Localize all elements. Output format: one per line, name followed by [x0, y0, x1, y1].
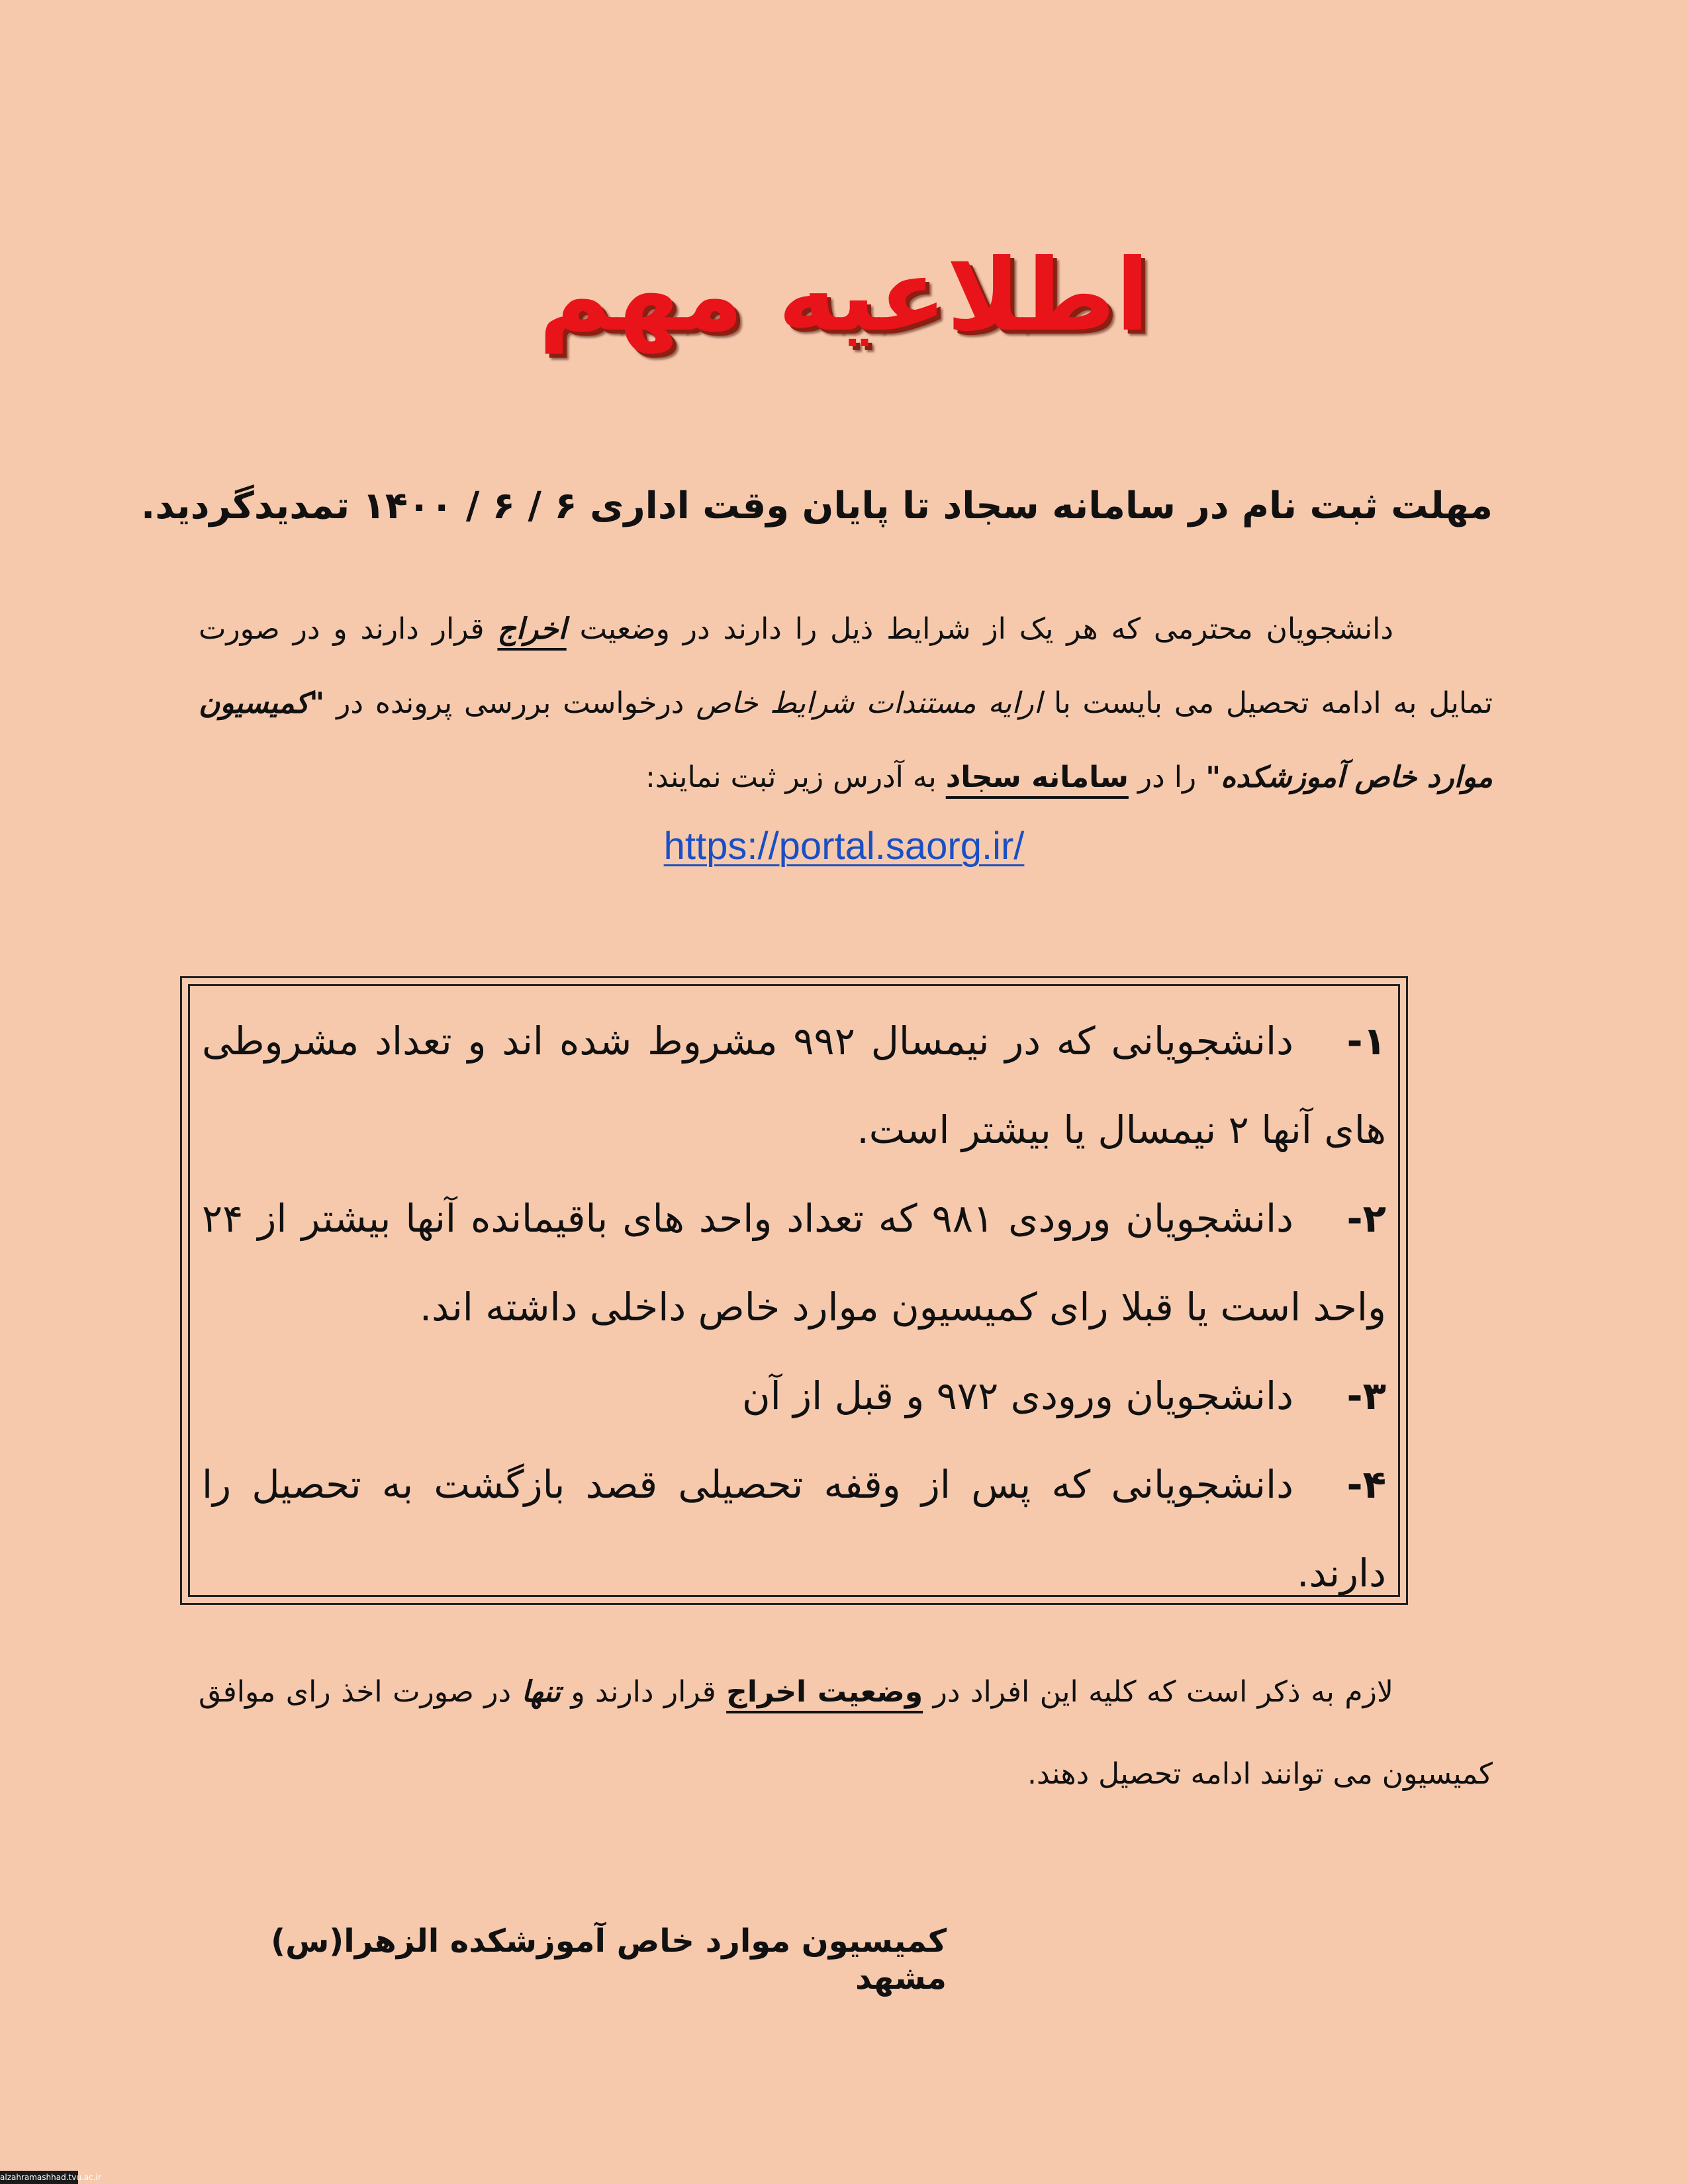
- intro-text-4: را در: [1137, 760, 1197, 794]
- conditions-box: [180, 976, 1408, 1605]
- status-expulsion-phrase: وضعیت اخراج: [726, 1675, 923, 1709]
- condition-number: ۲-: [1346, 1196, 1386, 1241]
- note-text-3: در صورت اخذ رای موافق کمیسیون می توانند ادامه تحصیل دهند.: [199, 1675, 1493, 1791]
- status-expulsion-word: اخراج: [497, 612, 567, 646]
- condition-text: دانشجویان ورودی ۹۸۱ که تعداد واحد های باقیمانده آنها بیشتر از ۲۴ واحد است یا قبلا رای کمیسیون موارد خاص داخلی داشته اند.: [202, 1196, 1386, 1330]
- intro-text-2: قرار دارند و در صورت تمایل به ادامه تحصیل می بایست با: [199, 612, 1493, 720]
- documents-phrase: ارایه مستندات شرایط خاص: [696, 686, 1042, 720]
- condition-number: ۴-: [1346, 1462, 1386, 1507]
- only-word: تنها: [521, 1675, 561, 1709]
- site-watermark: alzahramashhad.tvu.ac.ir: [0, 2171, 78, 2184]
- condition-item: [202, 1440, 1386, 1617]
- condition-item: [202, 1174, 1386, 1351]
- intro-text-5: به آدرس زیر ثبت نمایند:: [645, 760, 937, 794]
- condition-text: دانشجویانی که در نیمسال ۹۹۲ مشروط شده اند و تعداد مشروطی های آنها ۲ نیمسال یا بیشتر است.: [202, 1019, 1386, 1152]
- intro-text-1: دانشجویان محترمی که هر یک از شرایط ذیل را دارند در وضعیت: [579, 612, 1393, 646]
- intro-text-3: درخواست بررسی پرونده در: [324, 686, 684, 720]
- commission-name: "کمیسیون موارد خاص آموزشکده": [199, 686, 1493, 794]
- note-text-1: لازم به ذکر است که کلیه این افراد در: [933, 1675, 1393, 1709]
- deadline-notice: مهلت ثبت نام در سامانه سجاد تا پایان وقت اداری ۶ / ۶ / ۱۴۰۰ تمدیدگردید.: [141, 484, 1493, 527]
- portal-link[interactable]: https://portal.saorg.ir/: [663, 825, 1025, 868]
- condition-item: [202, 997, 1386, 1174]
- condition-number: ۳-: [1346, 1373, 1386, 1418]
- intro-paragraph: [199, 592, 1493, 815]
- conditions-list: [202, 997, 1386, 1617]
- sajad-system-name: سامانه سجاد: [945, 760, 1129, 794]
- note-text-2: قرار دارند و: [571, 1675, 716, 1709]
- condition-number: ۱-: [1346, 1019, 1386, 1064]
- note-paragraph: [199, 1651, 1493, 1815]
- signature: کمیسیون موارد خاص آموزشکده الزهرا(س) مشهد: [271, 1923, 947, 1997]
- condition-item: [202, 1351, 1386, 1440]
- condition-text: دانشجویانی که پس از وقفه تحصیلی قصد بازگشت به تحصیل را دارند.: [202, 1462, 1386, 1596]
- condition-text: دانشجویان ورودی ۹۷۲ و قبل از آن: [742, 1373, 1293, 1418]
- page-title: اطلاعیه مهم: [538, 238, 1150, 353]
